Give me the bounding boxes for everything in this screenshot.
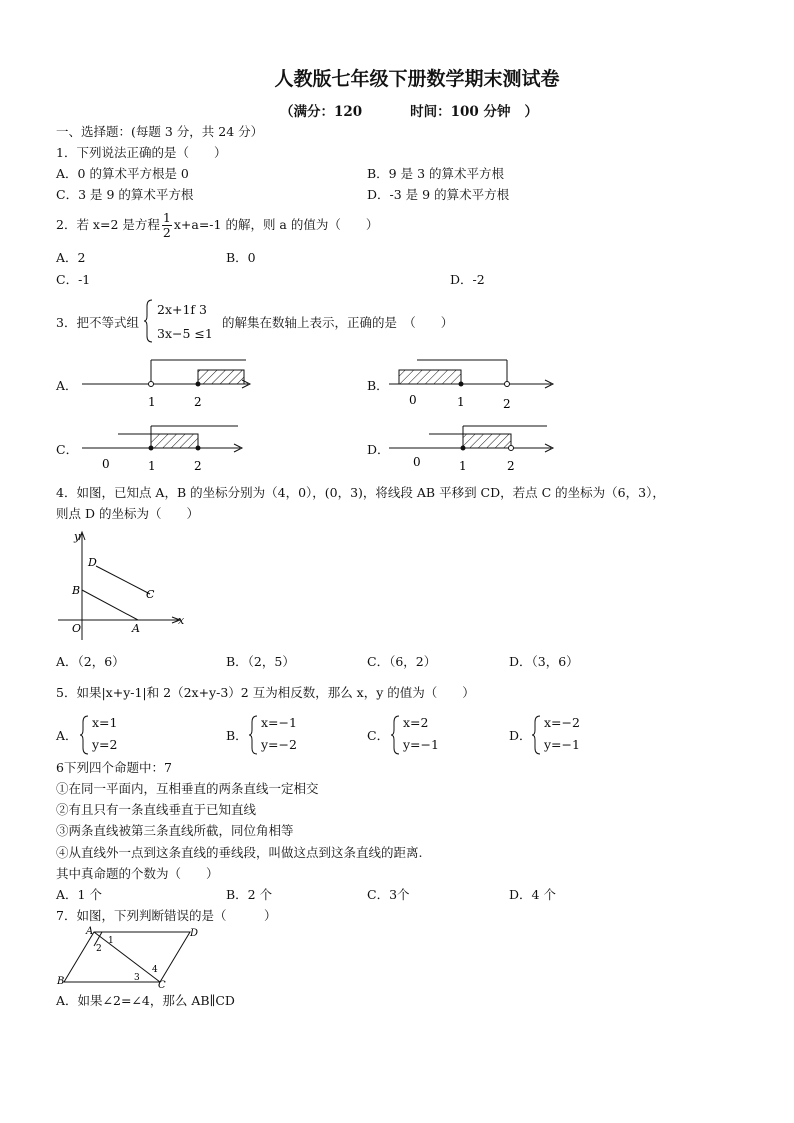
q3-option-d-label[interactable]: D． <box>367 442 390 457</box>
q1-option-d[interactable]: D．-3 是 9 的算术平方根 <box>367 187 510 202</box>
q5-c-eq2: y=−1 <box>403 737 439 752</box>
fraction-one-half: $\frac{1}{2}$ <box>162 210 171 240</box>
q6-statement-1: ①在同一平面内，互相垂直的两条直线一定相交 <box>56 781 319 796</box>
q2-option-a[interactable]: A．2 <box>56 250 86 265</box>
full-score: （满分：120 <box>279 104 363 120</box>
q6-option-d[interactable]: D．4 个 <box>509 887 556 902</box>
q5-option-a[interactable]: A． <box>56 728 78 743</box>
q5-c-brace <box>391 715 401 755</box>
q4-stem-line1: 4．如图，已知点 A，B 的坐标分别为（4，0），(0，3)，将线段 AB 平移到 CD，若点 C 的坐标为（6，3）， <box>56 485 665 500</box>
q4-option-b[interactable]: B．（2，5） <box>226 654 295 669</box>
vertex-d-label: D <box>190 928 199 939</box>
q1-option-b[interactable]: B．9 是 3 的算术平方根 <box>367 166 505 181</box>
q4-option-a[interactable]: A．（2，6） <box>56 654 125 669</box>
tick-label: 2 <box>194 459 202 473</box>
vertex-b-label: B <box>57 976 65 987</box>
q6-stem: 6下列四个命题中：7 <box>56 760 172 775</box>
q3-inequality-2: 3x−5 ≤1 <box>157 326 213 341</box>
q3-brace <box>144 298 154 344</box>
tick-label: 2 <box>507 459 515 473</box>
paper-subtitle: （满分：120 时间：100 分钟 ） <box>279 104 539 120</box>
point-c-label: C <box>146 588 155 601</box>
q1-option-c[interactable]: C．3 是 9 的算术平方根 <box>56 187 194 202</box>
angle-1-label: 1 <box>108 936 114 946</box>
tick-label: 0 <box>102 457 110 471</box>
q4-coordinate-figure <box>56 526 196 642</box>
q2-stem: 2．若 x=2 是方程 $\frac{1}{2}$ x+a=-1 的解，则 a 的值为（ ） <box>56 210 379 240</box>
q6-statement-2: ②有且只有一条直线垂直于已知直线 <box>56 802 257 817</box>
angle-2-label: 2 <box>96 944 102 954</box>
tick-label: 0 <box>413 455 421 469</box>
q2-option-d[interactable]: D．-2 <box>450 272 485 287</box>
paper-title: 人教版七年级下册数学期末测试卷 <box>274 68 560 90</box>
q5-option-c[interactable]: C． <box>367 728 390 743</box>
tick-label: 2 <box>194 395 202 409</box>
q1-option-a[interactable]: A．0 的算术平方根是 0 <box>56 166 189 181</box>
q6-statement-3: ③两条直线被第三条直线所截，同位角相等 <box>56 823 294 838</box>
q7-parallelogram-figure <box>56 924 206 988</box>
y-axis-label: y <box>74 530 81 543</box>
q6-statement-4: ④从直线外一点到这条直线的垂线段，叫做这点到这条直线的距离. <box>56 845 423 860</box>
vertex-c-label: C <box>158 980 166 988</box>
tick-label: 1 <box>459 459 467 473</box>
angle-4-label: 4 <box>152 965 158 975</box>
q5-d-eq2: y=−1 <box>544 737 580 752</box>
q5-a-eq1: x=1 <box>92 715 118 730</box>
q3-post: 的解集在数轴上表示，正确的是 （ ） <box>222 315 454 330</box>
q5-d-eq1: x=−2 <box>544 715 580 730</box>
q3-option-b-label[interactable]: B． <box>367 378 389 393</box>
q4-option-c[interactable]: C．（6，2） <box>367 654 437 669</box>
q5-stem: 5．如果|x+y-1|和 2（2x+y-3）2 互为相反数，那么 x，y 的值为（ ） <box>56 685 475 700</box>
q5-b-brace <box>249 715 259 755</box>
q6-option-b[interactable]: B．2 个 <box>226 887 273 902</box>
angle-3-label: 3 <box>134 973 140 983</box>
point-d-label: D <box>88 556 97 569</box>
q3-numberline-c[interactable] <box>78 422 248 478</box>
q1-stem: 1．下列说法正确的是（ ） <box>56 145 227 160</box>
q6-option-a[interactable]: A．1 个 <box>56 887 102 902</box>
q6-ask: 其中真命题的个数为（ ） <box>56 866 219 881</box>
q2-option-b[interactable]: B．0 <box>226 250 256 265</box>
q5-b-eq1: x=−1 <box>261 715 297 730</box>
tick-label: 1 <box>148 395 156 409</box>
tick-label: 2 <box>503 397 511 411</box>
q3-numberline-d[interactable] <box>385 422 557 478</box>
vertex-a-label: A <box>86 926 94 937</box>
q3-pre: 3．把不等式组 <box>56 315 139 330</box>
q3-option-a-label[interactable]: A． <box>56 378 78 393</box>
q3-numberline-b[interactable] <box>385 356 557 414</box>
tick-label: 1 <box>148 459 156 473</box>
point-b-label: B <box>72 584 81 597</box>
origin-label: O <box>72 622 82 635</box>
q3-numberline-a[interactable] <box>78 356 258 414</box>
q2-option-c[interactable]: C．-1 <box>56 272 91 287</box>
q5-c-eq1: x=2 <box>403 715 429 730</box>
tick-label: 0 <box>409 393 417 407</box>
point-a-label: A <box>132 622 140 635</box>
q5-d-brace <box>532 715 542 755</box>
q7-option-a[interactable]: A．如果∠2=∠4，那么 AB∥CD <box>56 993 235 1008</box>
q5-option-d[interactable]: D． <box>509 728 532 743</box>
q3-option-c-label[interactable]: C． <box>56 442 79 457</box>
q5-a-eq2: y=2 <box>92 737 118 752</box>
q5-a-brace <box>80 715 90 755</box>
q5-b-eq2: y=−2 <box>261 737 297 752</box>
section-heading: 一、选择题：(每题 3 分，共 24 分） <box>56 124 264 139</box>
tick-label: 1 <box>457 395 465 409</box>
q6-option-c[interactable]: C．3个 <box>367 887 410 902</box>
x-axis-label: x <box>178 614 185 627</box>
q3-inequality-1: 2x+1f 3 <box>157 302 207 317</box>
q7-stem: 7．如图，下列判断错误的是（ ） <box>56 908 277 923</box>
q5-option-b[interactable]: B． <box>226 728 248 743</box>
q4-option-d[interactable]: D．（3，6） <box>509 654 579 669</box>
q4-stem-line2: 则点 D 的坐标为（ ） <box>56 506 199 521</box>
time-limit: 时间：100 分钟 <box>410 104 511 120</box>
